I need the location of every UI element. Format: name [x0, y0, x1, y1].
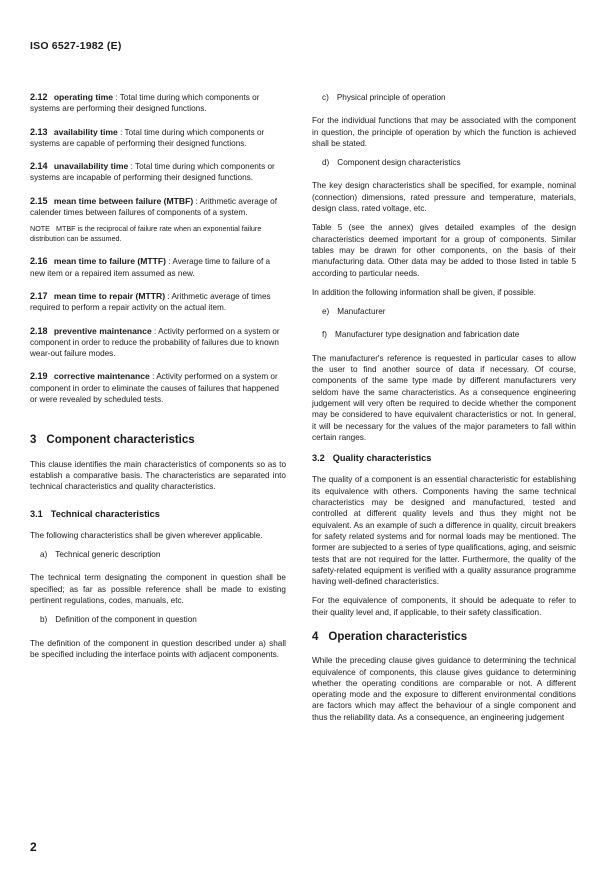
definition-term: mean time between failure (MTBF): [53, 195, 194, 206]
subsection-3-2-heading: [312, 453, 576, 464]
definition-term: unavailability time: [53, 161, 129, 172]
definition-number: 2.17: [30, 290, 48, 301]
subsection-title: Technical characteristics: [50, 508, 160, 519]
definition-text: : Average time to failure of a new item or a repaired item assumed as new.: [30, 257, 271, 278]
section-number: 4: [312, 630, 319, 643]
definition-2-14: [30, 161, 286, 184]
subsection-3-2-paragraph-2: For the equivalence of components, it should be adequate to refer to their quality level and, if applicable, to their safety classification.: [312, 596, 576, 617]
item-label: a): [40, 550, 48, 560]
note-label: NOTE: [30, 224, 50, 234]
item-label: c): [322, 93, 329, 102]
definition-term: availability time: [53, 126, 118, 137]
item-label: d): [322, 158, 330, 168]
definition-text: : Activity performed on a system or component in order to reduce the probability of failures due to known wear-out failure modes.: [30, 326, 280, 359]
item-d-paragraph-1: The key design characteristics shall be specified, for example, nominal (connection) dimensions, rated pressure and temperature, materials, design class, rated voltage, etc.: [312, 181, 576, 214]
item-a: [40, 549, 286, 560]
item-title: Technical generic description: [55, 550, 161, 560]
section-number: 3: [30, 434, 37, 447]
item-title: Definition of the component in question: [55, 615, 197, 625]
note-mtbf: [30, 224, 286, 244]
section-title: Component characteristics: [46, 434, 195, 447]
definition-2-17: [30, 291, 286, 314]
item-title: Manufacturer: [337, 307, 386, 317]
item-label: f): [322, 330, 328, 340]
item-b-paragraph: The definition of the component in question described under a) shall be specified including the interface points with adjacent components.: [30, 638, 286, 659]
item-c-paragraph: For the individual functions that may be associated with the component in question, the principle of operation by which the function is achieved shall be stated.: [312, 116, 576, 148]
page-number: 2: [30, 840, 37, 854]
definition-number: 2.13: [30, 126, 48, 137]
item-e: [322, 306, 576, 317]
definition-text: : Arithmetic average of times required to perform a repair activity on the actual item.: [30, 291, 271, 313]
item-d-paragraph-3: In addition the following information shall be given, if possible.: [312, 287, 536, 297]
left-column: [30, 92, 286, 668]
item-d: [322, 157, 576, 168]
definition-text: : Total time during which components or systems are performing their designed functions.: [30, 93, 260, 114]
definition-number: 2.16: [30, 256, 48, 267]
section-3-paragraph: This clause identifies the main characteristics of components so as to establish a comparative basis. The characteristics are separated into technical characteristics and quality characteristics.: [30, 459, 286, 492]
definition-term: corrective maintenance: [53, 371, 150, 382]
item-a-paragraph: The technical term designating the component in question shall be specified; as far as possible reference shall be made to existing pertinent regulations, codes, manuals, etc.: [30, 573, 286, 606]
section-3-heading: [30, 435, 286, 446]
subsection-title: Quality characteristics: [332, 453, 432, 464]
item-d-paragraph-2: Table 5 (see the annex) gives detailed examples of the design characteristics deemed important for a group of components. Similar tables may be drawn for other components, on the basis of their manufacturing data. Other data may be added to those listed in table 5 according to particular needs.: [312, 223, 576, 278]
definition-number: 2.19: [30, 371, 48, 382]
definition-text: : Arithmetic average of calender times between failures of components of a system.: [30, 196, 277, 218]
definition-number: 2.12: [30, 92, 48, 102]
item-title: Physical principle of operation: [336, 93, 446, 102]
definition-term: mean time to failure (MTTF): [53, 256, 167, 267]
note-text: MTBF is the reciprocal of failure rate when an exponential failure distribution can be assumed.: [30, 224, 262, 244]
subsection-number: 3.2: [312, 453, 325, 464]
section-title: Operation characteristics: [328, 630, 468, 643]
definition-number: 2.18: [30, 325, 48, 336]
subsection-number: 3.1: [30, 508, 43, 519]
definition-2-15: [30, 196, 286, 219]
subsection-3-1-heading: [30, 509, 286, 520]
definition-2-12: [30, 92, 286, 115]
subsection-3-1-paragraph: The following characteristics shall be given wherever applicable.: [30, 530, 263, 540]
document-header: ISO 6527-1982 (E): [30, 40, 122, 52]
definition-2-18: [30, 326, 286, 360]
item-f: [322, 329, 576, 340]
definition-term: mean time to repair (MTTR): [53, 290, 166, 301]
section-4-heading: [312, 632, 576, 643]
right-column: [312, 92, 576, 731]
item-label: b): [40, 615, 48, 625]
definition-text: : Total time during which components or systems are capable of performing their designed functions.: [30, 127, 265, 148]
section-4-paragraph: While the preceding clause gives guidance to determining the technical equivalence of components, this clause gives guidance to determining whether the operating conditions are comparable or not. A different operating mode and the exposure to different environmental conditions are factors which may affect the behaviour of a single component and thus the reliability data. As a consequence, an engineering judgement: [312, 656, 576, 722]
item-c: [322, 92, 576, 103]
definition-number: 2.14: [30, 161, 48, 172]
definition-text: : Activity performed on a system or component in order to eliminate the causes of failures that happened or were revealed by scheduled tests.: [30, 372, 279, 405]
definition-2-13: [30, 127, 286, 150]
item-title: Manufacturer type designation and fabrication date: [335, 330, 520, 340]
item-label: e): [322, 307, 330, 317]
definition-2-16: [30, 256, 286, 279]
subsection-3-2-paragraph-1: The quality of a component is an essential characteristic for establishing its equivalence with others. Components having the same technical characteristics may be designed and manufactured, tested and controlled at different quality levels and thus they might not be equivalent. As an example of such a difference in quality, circuit breakers for safety related systems and for normal loads may be mentioned. The former are subjected to a series of type qualifications, aging, and seismic tests that are not required for the latter. Furthermore, the quality of the safety-related equipment is verified with a quality assurance programme having well-defined characteristics.: [312, 475, 576, 587]
definition-term: preventive maintenance: [53, 325, 152, 336]
definition-term: operating time: [53, 92, 114, 102]
definition-2-19: [30, 371, 286, 405]
definition-text: : Total time during which components or systems are incapable of performing their designed functions.: [30, 162, 275, 183]
definition-number: 2.15: [30, 195, 48, 206]
item-b: [40, 614, 286, 625]
item-title: Component design characteristics: [337, 158, 461, 168]
manufacturer-paragraph: The manufacturer's reference is requested in particular cases to allow the user to find another source of data if necessary. Of course, components of the same type made by different manufacturers very seldom have the same characteristics. As a consequence engineering judgement will very often be required to decide whether the component may be considered to have equivalent characteristics or not. In general, it will be necessary for the values of the major parameters to fall within certain ranges.: [312, 353, 576, 442]
